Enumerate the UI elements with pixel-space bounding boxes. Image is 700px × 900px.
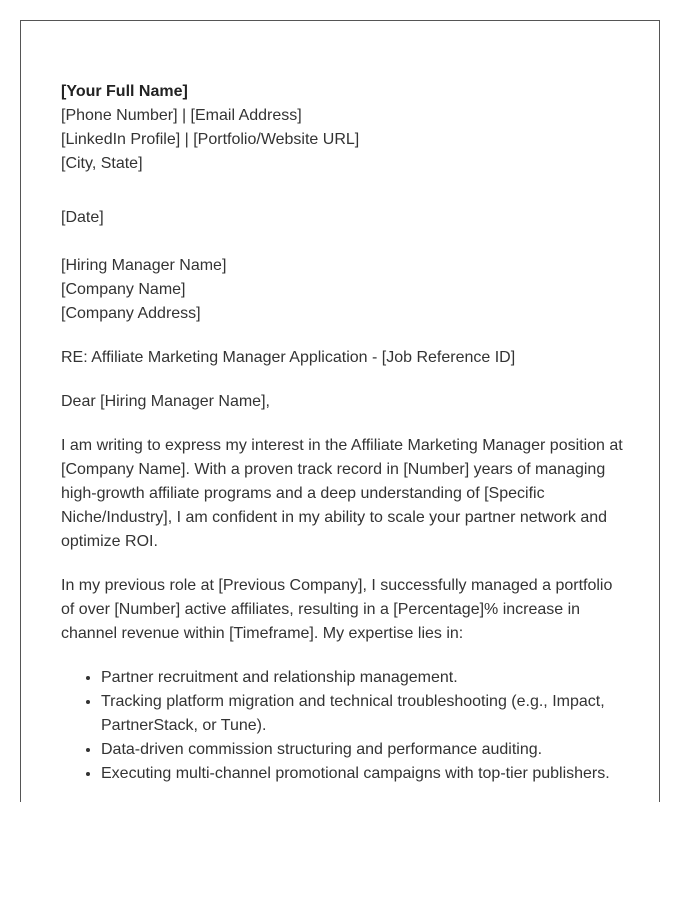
sender-links: [LinkedIn Profile] | [Portfolio/Website URL] — [61, 131, 360, 148]
letter-date: [Date] — [61, 209, 104, 226]
recipient-company: [Company Name] — [61, 281, 186, 298]
recipient-block — [61, 254, 626, 326]
letter-body — [61, 80, 626, 786]
sender-location: [City, State] — [61, 155, 143, 172]
list-item: • Tracking platform migration and technical troubleshooting (e.g., Impact, PartnerStack, or Tune). — [101, 690, 626, 738]
list-item: • Executing multi-channel promotional campaigns with top-tier publishers. — [101, 762, 626, 786]
salutation: Dear [Hiring Manager Name], — [61, 393, 270, 410]
recipient-manager: [Hiring Manager Name] — [61, 257, 227, 274]
list-item: • Data-driven commission structuring and performance auditing. — [101, 738, 626, 762]
intro-paragraph: I am writing to express my interest in the Affiliate Marketing Manager position at [Company Name]. With a proven track record in [Number] years of managing high-growth affiliate programs and a deep understanding of [Specific Niche/Industry], I am confident in my ability to scale your partner network and optimize ROI. — [61, 437, 623, 550]
expertise-list — [61, 666, 626, 786]
sender-name: [Your Full Name] — [61, 83, 188, 100]
recipient-address: [Company Address] — [61, 305, 201, 322]
list-item: • Partner recruitment and relationship management. — [101, 666, 626, 690]
subject-line: RE: Affiliate Marketing Manager Application - [Job Reference ID] — [61, 349, 516, 366]
sender-contact: [Phone Number] | [Email Address] — [61, 107, 302, 124]
document-page — [20, 20, 660, 802]
sender-block — [61, 80, 626, 176]
experience-paragraph: In my previous role at [Previous Company], I successfully managed a portfolio of over [Number] active affiliates, resulting in a [Percentage]% increase in channel revenue within [Timeframe]. My expertise lies in: — [61, 577, 613, 642]
